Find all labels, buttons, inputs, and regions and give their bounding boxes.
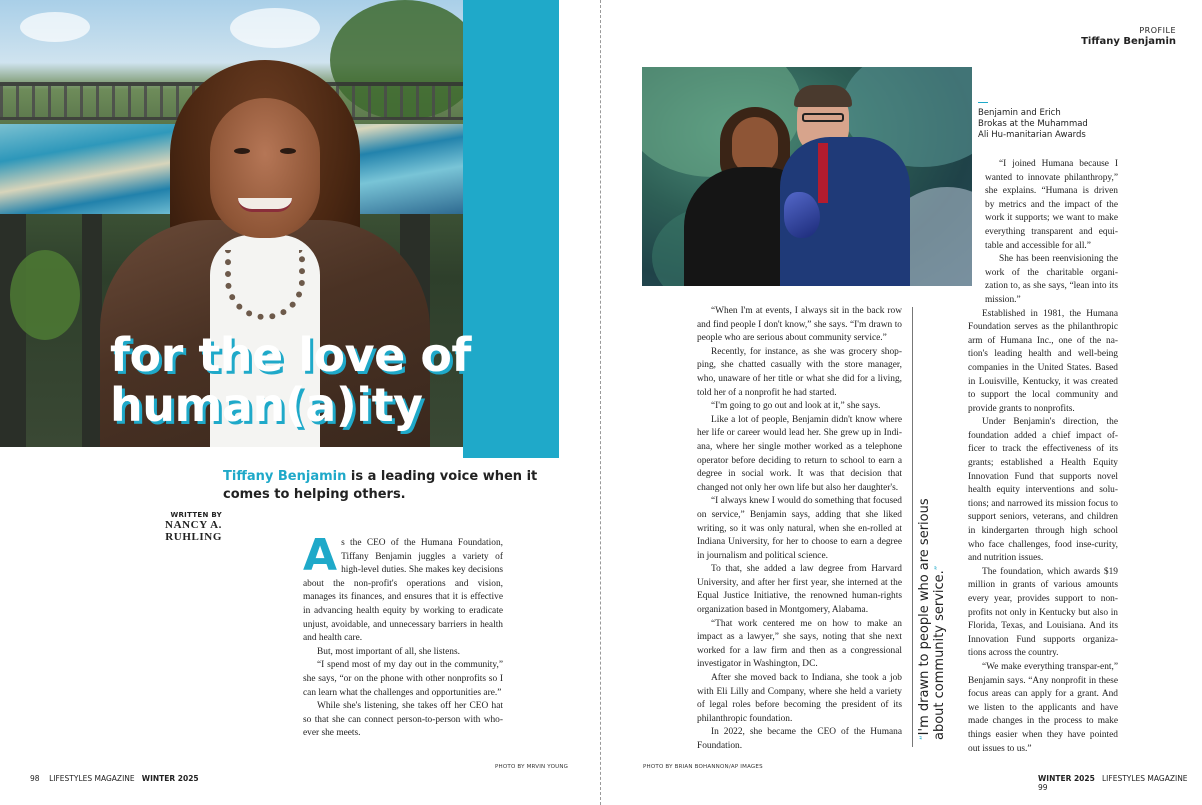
dek-name: Tiffany Benjamin bbox=[223, 469, 347, 484]
page-number: 99 bbox=[1038, 783, 1048, 792]
folio-magazine: LIFESTYLES MAGAZINE bbox=[1102, 774, 1188, 783]
pull-quote-rule bbox=[912, 307, 913, 747]
headline-line-2: human(a)ity bbox=[110, 378, 423, 432]
body-paragraph: “That work centered me on how to make an impact as a lawyer,” she says, noting that she next worked for a law firm and then as a congressional investigator in Washington, DC. bbox=[697, 618, 902, 670]
body-paragraph: While she's listening, she takes off her CEO hat so that she can connect person-to-person with who-ever she meets. bbox=[303, 701, 503, 739]
body-paragraph: “I always knew I would do something that focused on service,” Benjamin says, adding that she liked writing, so it was only natural, when she en-rolled at Indiana University, for her to choose to earn a degree in journalism and political science. bbox=[697, 496, 902, 561]
middle-body-column bbox=[697, 305, 902, 754]
body-paragraph: In 2022, she became the CEO of the Humana Foundation. bbox=[697, 727, 902, 751]
body-paragraph: The foundation, which awards $19 million in grants of various amounts every year, provides support to non-profits not only in Kentucky but also in Florida, Texas, and Louisiana. And its Innovation Fund supports organiza-tions across the country. bbox=[968, 566, 1118, 659]
pull-quote bbox=[917, 480, 957, 740]
body-paragraph: But, most important of all, she listens. bbox=[317, 646, 460, 657]
pull-quote-text: I'm drawn to people who are serious about community service. bbox=[917, 498, 947, 740]
left-body-column bbox=[303, 530, 503, 741]
headline-line-1: for the love of bbox=[110, 328, 471, 382]
article-headline bbox=[110, 330, 510, 430]
article-dek bbox=[223, 468, 543, 504]
right-photo-credit: PHOTO BY BRIAN BOHANNON/AP IMAGES bbox=[643, 764, 763, 770]
pull-quote-close-mark: ” bbox=[934, 565, 944, 571]
right-body-column bbox=[968, 158, 1118, 756]
body-paragraph: As the CEO of the Humana Foundation, Tiffany Benjamin juggles a variety of high-level duties. She makes key decisions about the non-profit's operations and vision, manages its finances, and ensures that it is effective in advancing health equity by working to eradicate unjust, avoidable, and unnecessary barriers in health and health care. bbox=[303, 530, 503, 644]
photo-caption: Benjamin and Erich Brokas at the Muhammad Ali Hu-manitarian Awards bbox=[978, 108, 1088, 140]
body-paragraph: Recently, for instance, as she was grocery shop-ping, she chatted casually with the store manager, who, unaware of her title or what she did for a living, told her of a nonprofit he had started. bbox=[697, 346, 902, 398]
body-paragraph: Under Benjamin's direction, the foundation added a chief impact of-ficer to track the effectiveness of its grants; established a Health Equity Innovation Fund that supports novel health equity interventions and solu-tions; and narrowed its mission focus to support seniors, veterans, and children in kindergarten through high school who face challenges, food inse-curity, and nutrition issues. bbox=[968, 417, 1118, 564]
left-photo-credit: PHOTO BY MRVIN YOUNG bbox=[495, 764, 569, 770]
section-label: PROFILE bbox=[1139, 26, 1176, 35]
body-paragraph: “I spend most of my day out in the community,” she says, “or on the phone with other nonprofits so I can learn what the challenges and opportunities are.” bbox=[303, 660, 503, 698]
folio-issue: WINTER 2025 bbox=[141, 774, 199, 783]
body-paragraph: “I'm going to go out and look at it,” she says. bbox=[711, 401, 881, 412]
right-folio bbox=[1038, 774, 1202, 792]
byline-label: WRITTEN BY bbox=[170, 511, 222, 519]
section-subject-name: Tiffany Benjamin bbox=[1081, 36, 1176, 47]
dek-text: is a leading voice when it comes to helping others. bbox=[223, 469, 538, 502]
body-paragraph: Established in 1981, the Humana Foundation serves as the philanthropic arm of Humana Inc., one of the na-tion's leading health and well-being companies in the United States. Based in Louisville, Kentucky, it was created to support the local community and provide grants to nonprofits. bbox=[968, 308, 1118, 414]
folio-issue: WINTER 2025 bbox=[1038, 774, 1095, 783]
body-paragraph: “I joined Humana because I wanted to innovate philanthropy,” she explains. “Humana is driven by metrics and the impact of the work it supports; we want to make everything transparent and equi-table and accessible for all.” bbox=[985, 159, 1118, 251]
body-paragraph: To that, she added a law degree from Harvard University, and after her first year, she interned at the Equal Justice Initiative, the renowned human-rights organization based in Montgomery, Alabama. bbox=[697, 564, 902, 616]
section-tag bbox=[1081, 26, 1176, 47]
byline-author: NANCY A. RUHLING bbox=[165, 519, 222, 543]
body-paragraph: “We make everything transpar-ent,” Benjamin says. “Any nonprofit in these focus areas can apply for a grant. And we listen to the applicants and have made changes in the process to make things easier when they have pointed out issues to us.” bbox=[968, 661, 1118, 754]
caption-rule bbox=[978, 102, 988, 103]
left-page bbox=[0, 0, 600, 805]
page-number: 98 bbox=[30, 774, 40, 783]
award-photo bbox=[642, 67, 972, 286]
folio-magazine: LIFESTYLES MAGAZINE bbox=[49, 774, 135, 783]
body-paragraph: After she moved back to Indiana, she took a job with Eli Lilly and Company, where she held a variety of legal roles before becoming the president of its philanthropic foundation. bbox=[697, 673, 902, 724]
pull-quote-open-mark: “ bbox=[919, 735, 929, 740]
drop-cap: A bbox=[303, 530, 338, 581]
left-folio bbox=[30, 774, 199, 783]
body-paragraph: She has been reenvisioning the work of the charitable organi-zation to, as she says, “lean into its mission.” bbox=[985, 254, 1118, 305]
body-paragraph: “When I'm at events, I always sit in the back row and find people I don't know,” she says. “I'm drawn to people who are serious about community service.” bbox=[697, 306, 902, 344]
body-paragraph: Like a lot of people, Benjamin didn't know where her life or career would lead her. She grew up in Indi-ana, where her single mother worked as a telephone operator before deciding to return to school to earn a degree in social work. It was that decision that changed not only her own life but also her daughter's. bbox=[697, 414, 902, 493]
